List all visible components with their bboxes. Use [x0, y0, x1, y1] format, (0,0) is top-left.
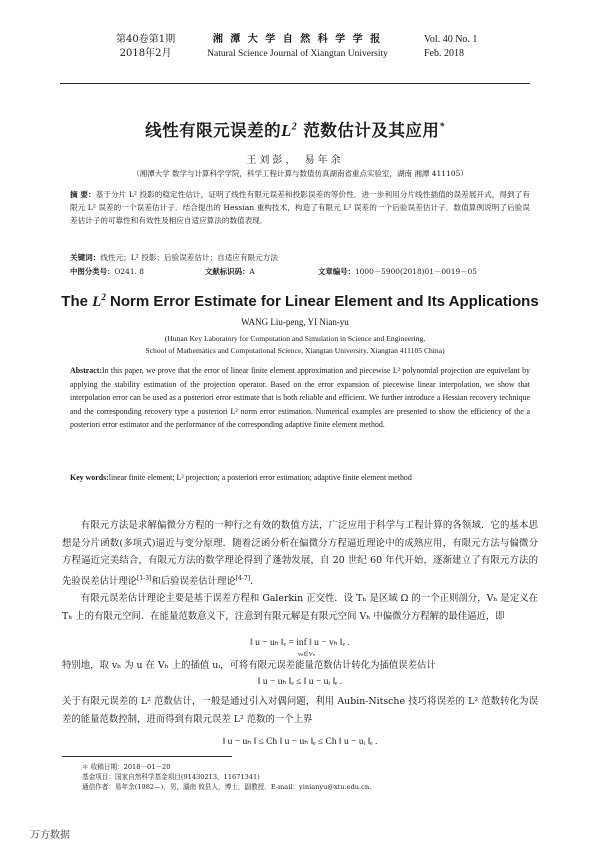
- journal-name-en: Natural Science Journal of Xiangtan University: [207, 49, 388, 59]
- header-divider: [60, 83, 530, 84]
- watermark: 万方数据: [30, 830, 70, 841]
- citation-ref: [1-3]: [137, 574, 152, 582]
- abstract-cn-text: 基于分片 L² 投影的稳定性估计，证明了线性有限元误差和投影误差的等价性．进一步利用分片线性插值的误差展开式，得到了有限元 L² 误差的一个误差估计子．结合提出的 Hessian 重构技术，构造了有限元 L² 误差的一个后验误差估计子．数值算例说明了后验误差估计子的可靠性和有效性及相应自适应算法的数值表现．: [70, 190, 530, 225]
- paragraph-1-text-a: 有限元方法是求解偏微分方程的一种行之有效的数值方法，广泛应用于科学与工程计算的各领域．它的基本思想是分片函数(多项式)逼近与变分原理．随着泛函分析在偏微分方程逼近理论中的成熟应用，有限元方法与偏微分方程逼近完美结合，有限元方法的数学理论得到了蓬勃发展，自 20 世纪 60 年代开始，逐渐建立了有限元方法的先验误差估计理论: [62, 520, 538, 587]
- authors-en: WANG Liu-peng, YI Nian-yu: [241, 317, 349, 327]
- abstract-cn: [70, 188, 530, 227]
- title-cn-symbol: L: [281, 121, 292, 140]
- keywords-en-label: Key words:: [70, 473, 109, 482]
- volume-issue-en: Vol. 40 No. 1: [424, 34, 478, 45]
- date-en: Feb. 2018: [424, 48, 464, 59]
- equation-1: ‖ u − uₕ ‖ₑ = inf ‖ u − vₕ ‖ₑ .: [250, 638, 350, 648]
- issue-info: [116, 33, 175, 61]
- affiliation-en-line1: (Hunan Key Laboratory for Computation and Simulation in Science and Engineering,: [164, 334, 426, 343]
- title-en-part2: Norm Error Estimate for Linear Element and Its Applications: [105, 293, 539, 310]
- issue-info-en: [424, 33, 477, 61]
- affiliation-en: [60, 333, 530, 357]
- body-paragraph-3: 特别地，取 vₕ 为 u 在 Vₕ 上的插值 uᵢ，可将有限元误差能量范数估计转化为插值误差估计: [62, 660, 436, 671]
- abstract-en-label: Abstract:: [70, 366, 102, 375]
- footnote-fund: 基金项目：国家自然科学基金项目(91430213，11671341): [82, 773, 260, 781]
- equation-2: ‖ u − uₕ ‖ₑ ≤ ‖ u − uᵢ ‖ₑ .: [257, 677, 343, 687]
- journal-name-cn: 湘 潭 大 学 自 然 科 学 学 报: [212, 34, 383, 45]
- paragraph-1-text-c: ．: [250, 575, 260, 587]
- document-code-label: 文献标识码：: [205, 267, 250, 276]
- abstract-en-text: In this paper, we prove that the error of linear finite element approximation and piecewise L² polynomial projection are equivelant by applying the stability estimation of the projection operator. Based on the error expansion of piecewise linear interpolation, we show that interpolation error can be used as a posteriori error estimate that is both reliable and efficient. We further introduce a Hessian recovery technique and the corresponding recovery type a posteriori L² norm error estimation. Numerical examples are presented to show the efficiency of the a posteriori error estimator and the performance of the corresponding adaptive finite element method.: [70, 366, 530, 429]
- date-cn: 2018年2月: [119, 48, 172, 59]
- journal-name: [205, 33, 390, 61]
- keywords-en: [70, 473, 530, 482]
- keywords-cn-label: 关键词：: [70, 253, 101, 262]
- paragraph-1-text-b: 和后验误差估计理论: [151, 575, 236, 587]
- title-cn-part1: 线性有限元误差的: [145, 121, 282, 140]
- title-footnote-mark: *: [439, 121, 445, 133]
- abstract-cn-label: 摘 要：: [70, 190, 96, 199]
- footnote-received: ＊ 收稿日期：2018－01－20: [82, 763, 171, 771]
- equation-3: ‖ u − uₕ ‖ ≤ Ch ‖ u − uₕ ‖ₑ ≤ Ch ‖ u − uᵢ ‖ₑ .: [222, 737, 378, 747]
- body-paragraph-4: 关于有限元误差的 L² 范数估计，一般是通过引入对偶问题，利用 Aubin-Nitsche 技巧将误差的 L² 范数转化为误差的能量范数控制，进而得到有限元误差 L² 范数的一个上界: [62, 696, 538, 725]
- clc-value: O241. 8: [114, 267, 144, 276]
- body-paragraph-2: 有限元误差估计理论主要是基于误差方程和 Galerkin 正交性．设 Tₕ 是区域 Ω 的一个正则剖分，Vₕ 是定义在 Tₕ 上的有限元空间．在能量范数意义下，注意到有限元解是有限元空间 Vₕ 中偏微分方程解的最佳逼近，即: [62, 593, 538, 622]
- affiliation-cn: （湘潭大学 数学与计算科学学院，科学工程计算与数值仿真湖南省重点实验室，湖南 湘潭 411105）: [132, 169, 468, 178]
- keywords-en-text: linear finite element; L² projection; a posteriori error estimation; adaptive finite element method: [108, 473, 412, 482]
- article-number-label: 文章编号：: [318, 267, 355, 276]
- authors-cn: 王刘彭， 易年余: [246, 155, 344, 166]
- article-number: [318, 266, 477, 277]
- keywords-cn: [70, 252, 530, 263]
- title-cn-superscript: 2: [291, 121, 298, 133]
- title-cn-part2: 范数估计及其应用: [297, 121, 440, 140]
- citation-ref: [4-7]: [235, 574, 251, 582]
- title-en: [50, 292, 550, 311]
- title-en-part1: The: [61, 293, 93, 310]
- equation-1-subscript: vₕ∈Vₕ: [298, 652, 316, 658]
- keywords-cn-text: 线性元；L² 投影；后验误差估计；自适应有限元方法: [100, 253, 278, 262]
- footnote-divider: [62, 756, 232, 757]
- clc-number: [70, 266, 144, 277]
- clc-label: 中图分类号：: [70, 267, 115, 276]
- article-number-value: 1000－5900(2018)01－0019－05: [354, 267, 477, 276]
- body-paragraph-1: [62, 517, 538, 590]
- title-en-symbol: L: [92, 294, 102, 310]
- title-cn: [60, 117, 530, 141]
- document-code-value: A: [249, 267, 255, 276]
- document-code: [205, 266, 255, 277]
- footnote-author: 通信作者：易年余(1982—)，男，湖南 攸县人，博士，副教授．E-mail：yinianyu@xtu.edu.cn.: [82, 783, 372, 791]
- affiliation-en-line2: School of Mathematics and Computational Science, Xiangtan University, Xiangtan 411105 China): [145, 346, 445, 355]
- title-en-superscript: 2: [101, 292, 106, 302]
- volume-issue-cn: 第40卷第1期: [116, 34, 176, 45]
- abstract-en: [70, 364, 530, 432]
